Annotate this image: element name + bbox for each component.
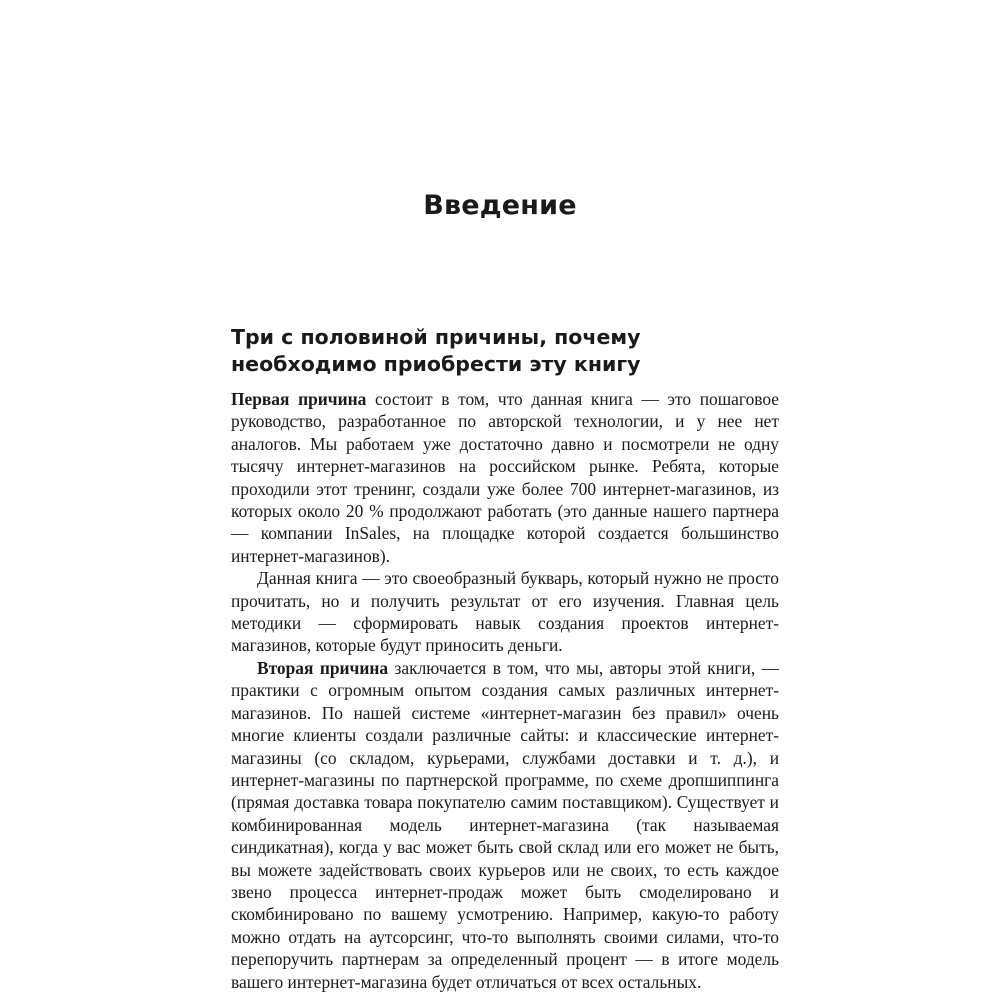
section-heading: Три с половиной причины, почему необходимо приобрести эту книгу bbox=[231, 325, 641, 376]
paragraph-text: состоит в том, что данная книга — это пошаговое руководство, разработанное по авторской технологии, и у нее нет аналогов. Мы работаем уже достаточно давно и посмотрели не одну тысячу интернет-магазинов на российском рынке. Ребята, которые проходили этот тренинг, создали уже более 700 интернет-магазинов, из которых около 20 % продолжают работать (это данные нашего партнера — компании InSales, на площадке которой создается большинство интернет-магазинов). bbox=[231, 389, 779, 566]
paragraph-book-purpose bbox=[231, 567, 779, 657]
paragraph-lead: Первая причина bbox=[231, 389, 367, 409]
paragraph-first-reason bbox=[231, 388, 779, 567]
body-text bbox=[231, 388, 779, 993]
paragraph-text: Данная книга — это своеобразный букварь, который нужно не просто прочитать, но и получить результат от его изучения. Главная цель методики — сформировать навык создания проектов интернет-магазинов, которые будут приносить деньги. bbox=[231, 568, 779, 656]
paragraph-lead: Вторая причина bbox=[257, 657, 389, 678]
chapter-title: Введение bbox=[423, 190, 577, 221]
paragraph-second-reason bbox=[231, 657, 779, 993]
paragraph-text: заключается в том, что мы, авторы этой книги, — практики с огромным опытом создания самых различных интернет-магазинов. По нашей системе «интернет-магазин без правил» очень многие клиенты создали различные сайты: и классические интернет-магазины (со складом, курьерами, службами доставки и т. д.), и интернет-магазины по партнерской программе, по схеме дропшиппинга (прямая доставка товара покупателю самим поставщиком). Существует и комбинированная модель интернет-магазина (так называемая синдикатная), когда у вас может быть свой склад или его может не быть, вы можете задействовать своих курьеров или не своих, то есть каждое звено процесса интернет-продаж может быть смоделировано и скомбинировано по вашему усмотрению. Например, какую-то работу можно отдать на аутсорсинг, что-то выполнять своими силами, что-то перепоручить партнерам за определенный процент — в итоге модель вашего интернет-магазина будет отличаться от всех остальных. bbox=[231, 657, 779, 992]
